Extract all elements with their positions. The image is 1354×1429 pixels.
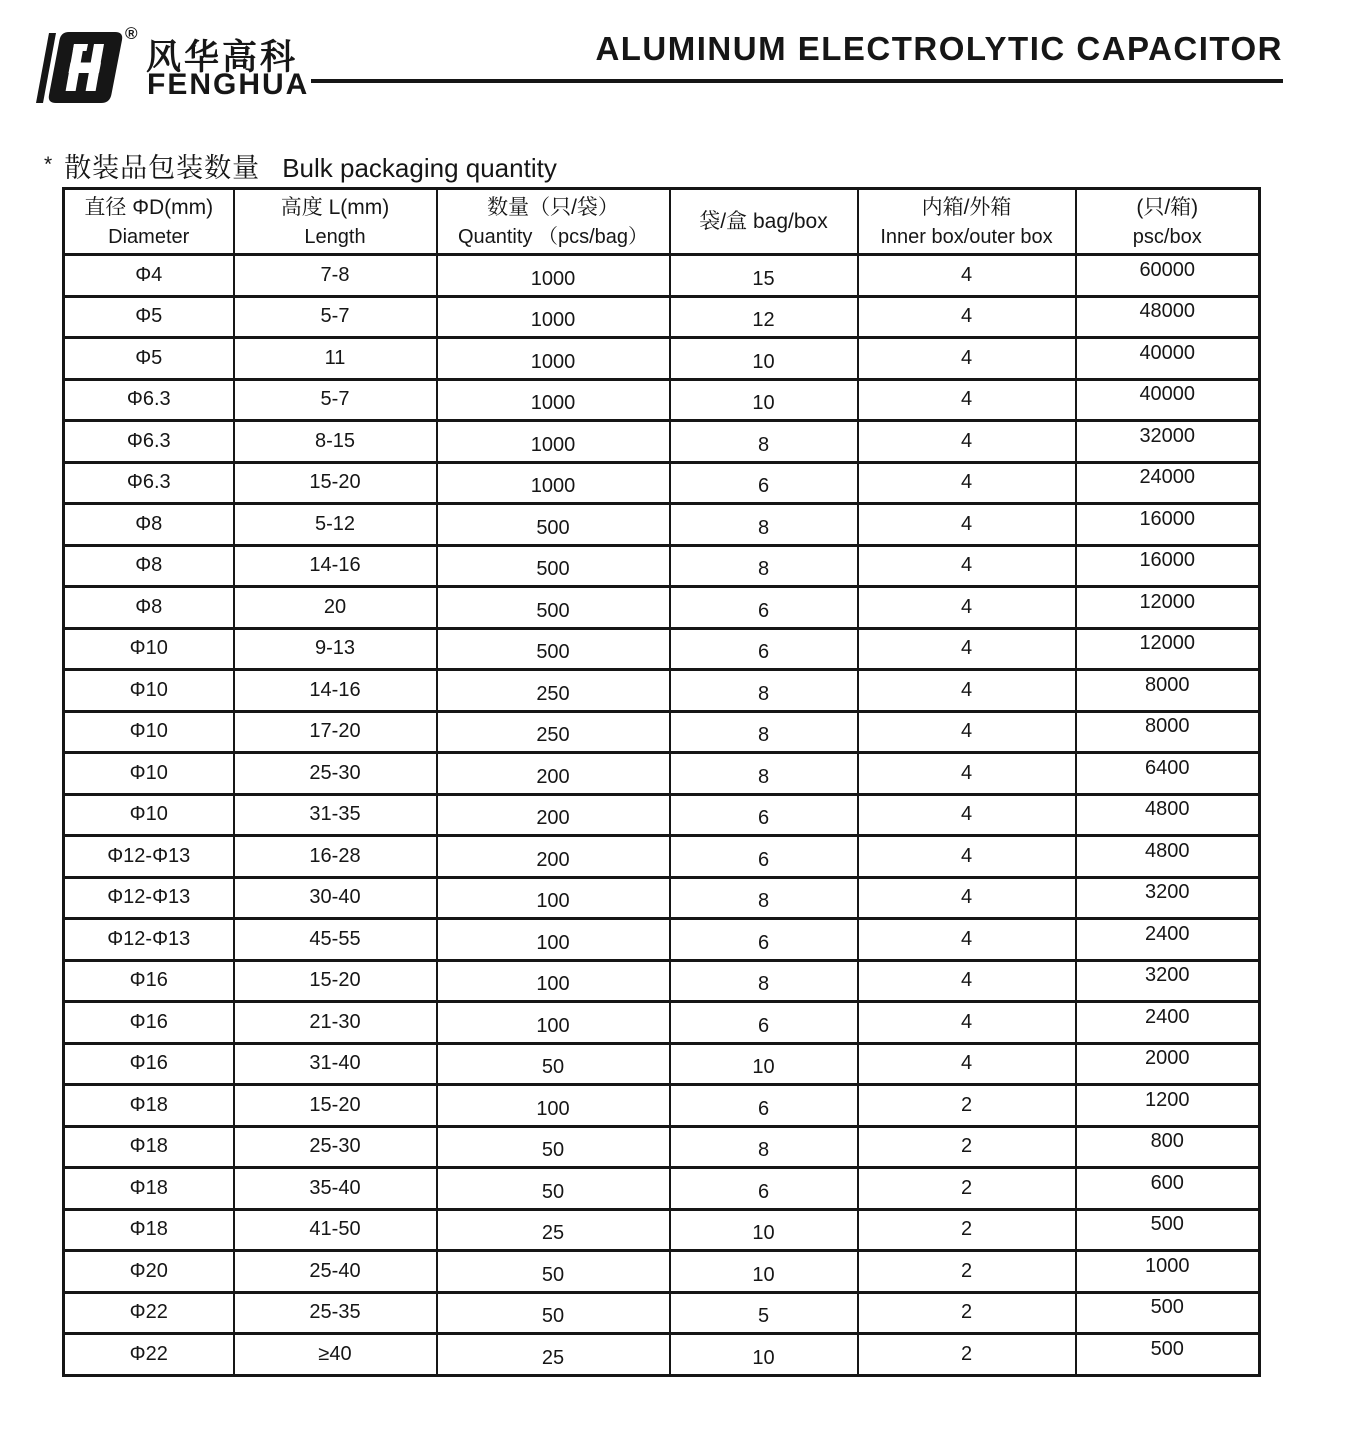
table-cell: 16-28 (234, 836, 437, 878)
column-header-line-cn: 高度 L(mm) (280, 195, 390, 219)
table-cell: 4800 (1076, 794, 1260, 836)
table-cell: Φ20 (64, 1251, 234, 1293)
table-cell: 10 (670, 1043, 858, 1085)
table-cell: 1000 (437, 296, 670, 338)
table-cell: 41-50 (234, 1209, 437, 1251)
fenghua-logo-icon (33, 30, 125, 111)
table-cell: 4 (858, 794, 1076, 836)
table-cell: 1000 (437, 255, 670, 297)
table-row (64, 1126, 1260, 1168)
table-cell: Φ10 (64, 670, 234, 712)
table-cell: Φ18 (64, 1168, 234, 1210)
table-cell: 15-20 (234, 1085, 437, 1127)
column-header-line-en: Length (304, 225, 366, 248)
table-cell: 2 (858, 1251, 1076, 1293)
table-cell: 1200 (1076, 1085, 1260, 1127)
table-cell: 15-20 (234, 462, 437, 504)
table-cell: 6 (670, 1168, 858, 1210)
column-header-1 (64, 189, 234, 255)
table-cell: 8 (670, 504, 858, 546)
table-cell: 4 (858, 545, 1076, 587)
table-cell: 8 (670, 421, 858, 463)
table-cell: 35-40 (234, 1168, 437, 1210)
table-cell: 500 (437, 628, 670, 670)
table-cell: 25 (437, 1209, 670, 1251)
table-cell: 4 (858, 1002, 1076, 1044)
table-cell: 15-20 (234, 960, 437, 1002)
table-row (64, 670, 1260, 712)
table-cell: 200 (437, 794, 670, 836)
table-cell: Φ6.3 (64, 421, 234, 463)
table-cell: 2400 (1076, 1002, 1260, 1044)
column-header-4 (670, 189, 858, 255)
column-header-2 (234, 189, 437, 255)
table-cell: 4 (858, 1043, 1076, 1085)
table-cell: 2 (858, 1292, 1076, 1334)
page-title: ALUMINUM ELECTROLYTIC CAPACITOR (595, 30, 1283, 67)
column-header-5 (858, 189, 1076, 255)
table-cell: 50 (437, 1251, 670, 1293)
table-cell: 2 (858, 1168, 1076, 1210)
table-cell: 250 (437, 670, 670, 712)
table-row (64, 794, 1260, 836)
table-cell: 8-15 (234, 421, 437, 463)
table-cell: 100 (437, 960, 670, 1002)
table-cell: Φ5 (64, 338, 234, 380)
table-cell: 25-40 (234, 1251, 437, 1293)
table-cell: 1000 (437, 338, 670, 380)
table-cell: 15 (670, 255, 858, 297)
table-cell: 16000 (1076, 504, 1260, 546)
table-cell: Φ12-Φ13 (64, 836, 234, 878)
table-cell: 500 (1076, 1209, 1260, 1251)
table-cell: 600 (1076, 1168, 1260, 1210)
table-cell: 200 (437, 836, 670, 878)
title-underline (311, 79, 1283, 83)
table-cell: 31-35 (234, 794, 437, 836)
table-cell: 4 (858, 504, 1076, 546)
table-cell: 8 (670, 545, 858, 587)
table-cell: 100 (437, 877, 670, 919)
table-cell: Φ12-Φ13 (64, 919, 234, 961)
column-header-line-en: Inner box/outer box (880, 225, 1053, 248)
table-cell: 25-30 (234, 1126, 437, 1168)
table-cell: Φ8 (64, 545, 234, 587)
table-cell: 4 (858, 338, 1076, 380)
table-cell: 5-7 (234, 379, 437, 421)
table-row (64, 587, 1260, 629)
table-cell: Φ4 (64, 255, 234, 297)
table-cell: 12000 (1076, 628, 1260, 670)
table-cell: 1000 (437, 379, 670, 421)
table-cell: 32000 (1076, 421, 1260, 463)
table-cell: 2 (858, 1334, 1076, 1376)
brand-name-chinese: 风华高科 (146, 38, 299, 77)
table-cell: Φ10 (64, 753, 234, 795)
column-header-3 (437, 189, 670, 255)
table-cell: 8 (670, 711, 858, 753)
table-cell: 6 (670, 1085, 858, 1127)
table-cell: 100 (437, 1002, 670, 1044)
table-cell: 48000 (1076, 296, 1260, 338)
table-row (64, 462, 1260, 504)
table-cell: 25-30 (234, 753, 437, 795)
table-header (64, 189, 1260, 255)
section-heading-english: Bulk packaging quantity (282, 153, 557, 183)
table-cell: 4 (858, 255, 1076, 297)
table-cell: 14-16 (234, 545, 437, 587)
table-cell: 40000 (1076, 338, 1260, 380)
table-cell: Φ16 (64, 1002, 234, 1044)
table-cell: 16000 (1076, 545, 1260, 587)
table-cell: 8 (670, 753, 858, 795)
table-cell: 100 (437, 919, 670, 961)
table-cell: 9-13 (234, 628, 437, 670)
table-cell: 250 (437, 711, 670, 753)
table-cell: 2000 (1076, 1043, 1260, 1085)
table-cell: 45-55 (234, 919, 437, 961)
column-header-6 (1076, 189, 1260, 255)
column-header-line-cn: 数量（只/袋） (487, 195, 619, 219)
table-body (64, 255, 1260, 1376)
column-header-line-en: Diameter (108, 225, 190, 248)
table-cell: 12000 (1076, 587, 1260, 629)
table-cell: 5-12 (234, 504, 437, 546)
table-cell: 4 (858, 587, 1076, 629)
table-cell: 30-40 (234, 877, 437, 919)
table-cell: 4 (858, 628, 1076, 670)
table-cell: 800 (1076, 1126, 1260, 1168)
table-cell: 1000 (1076, 1251, 1260, 1293)
table-header-row (64, 189, 1260, 255)
table-row (64, 960, 1260, 1002)
table-cell: 25-35 (234, 1292, 437, 1334)
table-row (64, 1085, 1260, 1127)
table-cell: Φ16 (64, 1043, 234, 1085)
column-header-line-cn: 袋/盒 bag/box (699, 209, 828, 233)
table-cell: 4 (858, 836, 1076, 878)
table-cell: 6 (670, 462, 858, 504)
table-cell: 500 (1076, 1292, 1260, 1334)
asterisk-marker: * (44, 153, 53, 176)
table-cell: 20 (234, 587, 437, 629)
table-row (64, 255, 1260, 297)
table-row (64, 379, 1260, 421)
table-row (64, 753, 1260, 795)
table-cell: ≥40 (234, 1334, 437, 1376)
table-cell: Φ8 (64, 504, 234, 546)
table-row (64, 504, 1260, 546)
table-cell: 12 (670, 296, 858, 338)
table-row (64, 877, 1260, 919)
table-cell: 24000 (1076, 462, 1260, 504)
table-cell: Φ12-Φ13 (64, 877, 234, 919)
table-row (64, 836, 1260, 878)
table-row (64, 711, 1260, 753)
section-heading-chinese: 散装品包装数量 (64, 153, 261, 183)
table-cell: 17-20 (234, 711, 437, 753)
table-cell: 8000 (1076, 711, 1260, 753)
table-cell: 500 (1076, 1334, 1260, 1376)
table-cell: 40000 (1076, 379, 1260, 421)
table-cell: 10 (670, 1334, 858, 1376)
table-cell: 200 (437, 753, 670, 795)
table-cell: 50 (437, 1292, 670, 1334)
table-cell: 21-30 (234, 1002, 437, 1044)
table-cell: Φ10 (64, 628, 234, 670)
column-header-line-en: Quantity （pcs/bag） (457, 225, 649, 248)
table-cell: 2 (858, 1209, 1076, 1251)
table-cell: Φ18 (64, 1085, 234, 1127)
table-cell: 4 (858, 753, 1076, 795)
section-heading (44, 146, 557, 185)
table-cell: 4 (858, 711, 1076, 753)
table-cell: 4800 (1076, 836, 1260, 878)
table-cell: 50 (437, 1043, 670, 1085)
table-cell: 4 (858, 462, 1076, 504)
table-cell: 1000 (437, 462, 670, 504)
table-cell: 10 (670, 1251, 858, 1293)
table-cell: 6 (670, 919, 858, 961)
table-cell: 2400 (1076, 919, 1260, 961)
table-row (64, 1002, 1260, 1044)
column-header-line-cn: 内箱/外箱 (921, 195, 1012, 219)
table-cell: 6 (670, 794, 858, 836)
table-cell: 50 (437, 1126, 670, 1168)
table-row (64, 1292, 1260, 1334)
table-cell: Φ8 (64, 587, 234, 629)
table-cell: 8 (670, 877, 858, 919)
table-cell: 3200 (1076, 877, 1260, 919)
table-cell: 2 (858, 1126, 1076, 1168)
table-row (64, 338, 1260, 380)
table-cell: Φ5 (64, 296, 234, 338)
table-cell: 4 (858, 421, 1076, 463)
table-cell: 6 (670, 628, 858, 670)
table-cell: 11 (234, 338, 437, 380)
table-row (64, 1334, 1260, 1376)
table-cell: 10 (670, 379, 858, 421)
table-cell: 10 (670, 338, 858, 380)
table-row (64, 421, 1260, 463)
table-cell: Φ10 (64, 711, 234, 753)
table-cell: 60000 (1076, 255, 1260, 297)
table-cell: 6 (670, 587, 858, 629)
table-cell: 1000 (437, 421, 670, 463)
table-cell: Φ10 (64, 794, 234, 836)
table-cell: 7-8 (234, 255, 437, 297)
table-row (64, 1168, 1260, 1210)
table-row (64, 545, 1260, 587)
table-cell: 5-7 (234, 296, 437, 338)
table-row (64, 628, 1260, 670)
table-row (64, 296, 1260, 338)
table-row (64, 919, 1260, 961)
table-cell: Φ18 (64, 1209, 234, 1251)
table-cell: 10 (670, 1209, 858, 1251)
table-cell: 14-16 (234, 670, 437, 712)
brand-block (33, 24, 333, 109)
table-cell: Φ22 (64, 1292, 234, 1334)
brand-name-latin: FENGHUA (147, 68, 310, 101)
table-cell: 8 (670, 670, 858, 712)
column-header-line-en: psc/box (1132, 225, 1202, 248)
table-cell: Φ6.3 (64, 462, 234, 504)
table-cell: 31-40 (234, 1043, 437, 1085)
table-cell: 25 (437, 1334, 670, 1376)
table-cell: 5 (670, 1292, 858, 1334)
table-cell: 4 (858, 670, 1076, 712)
table-cell: 4 (858, 296, 1076, 338)
table-cell: 500 (437, 545, 670, 587)
table-row (64, 1043, 1260, 1085)
registered-trademark-icon: ® (125, 24, 138, 43)
table-cell: 4 (858, 960, 1076, 1002)
table-row (64, 1209, 1260, 1251)
table-cell: 8 (670, 1126, 858, 1168)
table-cell: 2 (858, 1085, 1076, 1127)
table-cell: 500 (437, 504, 670, 546)
table-cell: Φ22 (64, 1334, 234, 1376)
table-cell: Φ6.3 (64, 379, 234, 421)
table-cell: 500 (437, 587, 670, 629)
table-cell: 8 (670, 960, 858, 1002)
table-cell: 6 (670, 836, 858, 878)
table-cell: 4 (858, 379, 1076, 421)
table-cell: 3200 (1076, 960, 1260, 1002)
table-cell: Φ16 (64, 960, 234, 1002)
table-cell: 8000 (1076, 670, 1260, 712)
table-cell: Φ18 (64, 1126, 234, 1168)
table-cell: 6400 (1076, 753, 1260, 795)
column-header-line-cn: (只/箱) (1136, 195, 1199, 219)
bulk-packaging-table (62, 187, 1261, 1377)
table-cell: 4 (858, 877, 1076, 919)
table-cell: 100 (437, 1085, 670, 1127)
column-header-line-cn: 直径 ΦD(mm) (84, 195, 214, 219)
table-row (64, 1251, 1260, 1293)
table-cell: 6 (670, 1002, 858, 1044)
table-cell: 50 (437, 1168, 670, 1210)
table-cell: 4 (858, 919, 1076, 961)
